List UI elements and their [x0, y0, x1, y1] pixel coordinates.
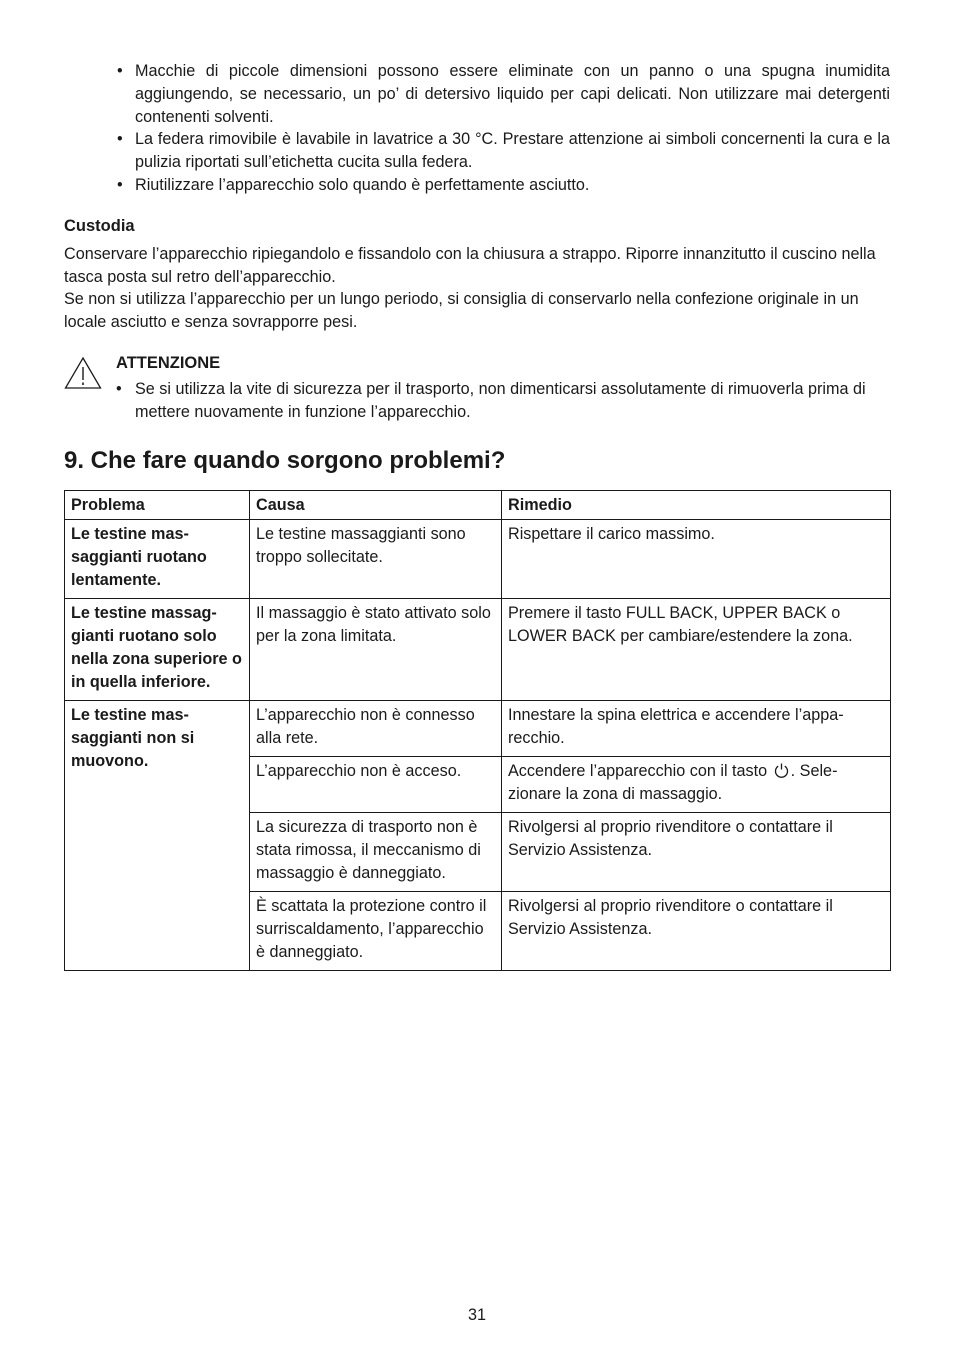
- table-header-row: [65, 490, 891, 519]
- remedy-cell: [502, 756, 891, 812]
- problem-cell: Le testine massaggianti ruotano lentamente.: [65, 519, 250, 598]
- warning-triangle-icon: [64, 356, 102, 390]
- remedy-cell: Premere il tasto FULL BACK, UPPER BACK o LOWER BACK per cambiare/estendere la zona.: [502, 598, 891, 700]
- warning-text: • Se si utilizza la vite di sicurezza per il trasporto, non dimenticarsi assolutamente di rimuoverla prima di mettere nuovamente in funzione l’apparecchio.: [135, 378, 890, 424]
- cause-cell: L’apparecchio non è connesso alla rete.: [250, 700, 502, 756]
- table-row: [65, 598, 891, 700]
- cause-cell: L’apparecchio non è acceso.: [250, 756, 502, 812]
- problem-cell: Le testine massaggianti non si muovono.: [65, 700, 250, 970]
- warning-box: [64, 352, 890, 424]
- list-item: • Macchie di piccole dimensioni possono essere eliminate con un panno o una spugna inumidita aggiungendo, se necessario, un po’ di detersivo liquido per capi delicati. Non utilizzare mai detergenti contenenti solventi.: [135, 60, 890, 128]
- header-rimedio: Rimedio: [502, 490, 891, 519]
- section-title: 9. Che fare quando sorgono problemi?: [64, 446, 506, 474]
- cleaning-bullet-list: [64, 60, 890, 197]
- troubleshooting-table: [64, 490, 891, 971]
- remedy-cell: Rispettare il carico massimo.: [502, 519, 891, 598]
- remedy-text-after: . Selezionare la zona di massaggio.: [508, 761, 838, 803]
- page-content: [64, 60, 890, 971]
- header-causa: Causa: [250, 490, 502, 519]
- warning-heading: ATTENZIONE: [116, 353, 221, 372]
- list-item: • Riutilizzare l’apparecchio solo quando è perfettamente asciutto.: [135, 174, 890, 197]
- remedy-cell: Rivolgersi al proprio rivenditore o contattare il Servizio Assistenza.: [502, 812, 891, 891]
- custodia-section: [64, 215, 890, 334]
- header-problema: Problema: [65, 490, 250, 519]
- remedy-cell: Rivolgersi al proprio rivenditore o contattare il Servizio Assistenza.: [502, 891, 891, 970]
- custodia-paragraph-1: Conservare l’apparecchio ripiegandolo e fissandolo con la chiusura a strappo. Riporre innanzitutto il cuscino nella tasca posta sul retro dell’apparecchio.: [64, 244, 876, 286]
- cause-cell: È scattata la protezione contro il surriscaldamento, l’apparecchio è danneggiato.: [250, 891, 502, 970]
- remedy-cell: Innestare la spina elettrica e accendere l’apparecchio.: [502, 700, 891, 756]
- table-row: [65, 700, 891, 756]
- custodia-paragraph-2: Se non si utilizza l’apparecchio per un lungo periodo, si consiglia di conservarlo nella confezione originale in un locale asciutto e senza sovrapporre pesi.: [64, 290, 859, 332]
- custodia-heading: Custodia: [64, 216, 135, 235]
- list-item: • La federa rimovibile è lavabile in lavatrice a 30 °C. Prestare attenzione ai simboli concernenti la cura e la pulizia riportati sull’etichetta cucita sulla federa.: [135, 128, 890, 174]
- cause-cell: Le testine massaggianti sono troppo sollecitate.: [250, 519, 502, 598]
- warning-list: [116, 378, 890, 424]
- remedy-text-before: Accendere l’apparecchio con il tasto: [508, 761, 768, 780]
- cause-cell: Il massaggio è stato attivato solo per la zona limitata.: [250, 598, 502, 700]
- power-icon: [773, 762, 790, 779]
- cause-cell: La sicurezza di trasporto non è stata rimossa, il meccanismo di massaggio è danneggiato.: [250, 812, 502, 891]
- table-row: [65, 519, 891, 598]
- page-number: 31: [467, 1306, 486, 1324]
- problem-cell: Le testine massaggianti ruotano solo nella zona superiore o in quella inferiore.: [65, 598, 250, 700]
